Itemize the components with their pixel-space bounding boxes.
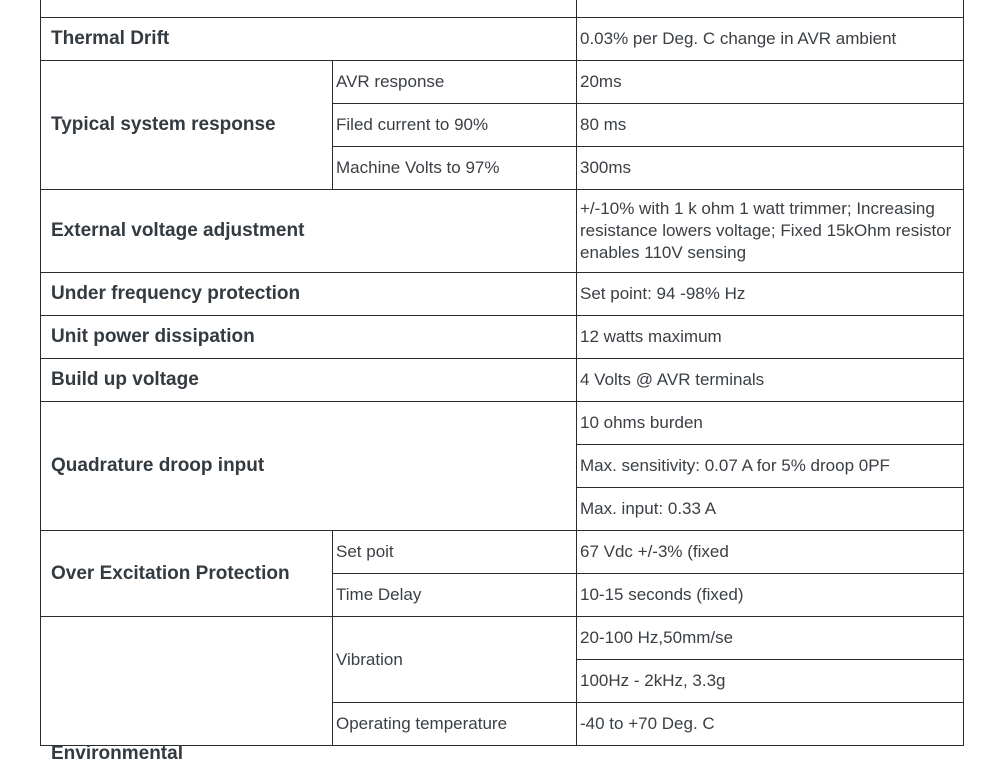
power-dissipation-label: Unit power dissipation (41, 316, 577, 359)
operating-temperature-value: -40 to +70 Deg. C (577, 703, 964, 746)
table-row-environmental (41, 617, 964, 660)
environmental-label-cell (41, 617, 333, 764)
table-row (41, 0, 964, 18)
system-response-sub: Machine Volts to 97% (333, 147, 577, 190)
table-row-build-up (41, 359, 964, 402)
table-row-external-voltage (41, 190, 964, 273)
operating-temperature-label: Operating temperature (333, 703, 577, 746)
system-response-value: 300ms (577, 147, 964, 190)
table-row-thermal-drift (41, 18, 964, 61)
over-excitation-sub: Set poit (333, 531, 577, 574)
vibration-value: 20-100 Hz,50mm/se (577, 617, 964, 660)
system-response-value: 80 ms (577, 104, 964, 147)
over-excitation-label: Over Excitation Protection (41, 531, 333, 617)
quadrature-label: Quadrature droop input (41, 402, 577, 531)
environmental-label: Environmental (51, 743, 183, 764)
vibration-label: Vibration (333, 617, 577, 703)
over-excitation-value: 67 Vdc +/-3% (fixed (577, 531, 964, 574)
external-voltage-label: External voltage adjustment (41, 190, 577, 273)
under-frequency-label: Under frequency protection (41, 273, 577, 316)
build-up-label: Build up voltage (41, 359, 577, 402)
build-up-value: 4 Volts @ AVR terminals (577, 359, 964, 402)
over-excitation-sub: Time Delay (333, 574, 577, 617)
table-row-under-frequency (41, 273, 964, 316)
quadrature-value: Max. sensitivity: 0.07 A for 5% droop 0PF (577, 445, 964, 488)
over-excitation-value: 10-15 seconds (fixed) (577, 574, 964, 617)
table-row-over-excitation (41, 531, 964, 574)
label-cell (41, 0, 577, 18)
vibration-value: 100Hz - 2kHz, 3.3g (577, 660, 964, 703)
external-voltage-value: +/-10% with 1 k ohm 1 watt trimmer; Increasing resistance lowers voltage; Fixed 15kOhm resistor enables 110V sensing (577, 190, 964, 273)
quadrature-value: 10 ohms burden (577, 402, 964, 445)
table-row-power-dissipation (41, 316, 964, 359)
thermal-drift-value: 0.03% per Deg. C change in AVR ambient (577, 18, 964, 61)
value-cell (577, 0, 964, 18)
power-dissipation-value: 12 watts maximum (577, 316, 964, 359)
system-response-value: 20ms (577, 61, 964, 104)
table-row-quadrature (41, 402, 964, 445)
thermal-drift-label: Thermal Drift (41, 18, 577, 61)
quadrature-value: Max. input: 0.33 A (577, 488, 964, 531)
under-frequency-value: Set point: 94 -98% Hz (577, 273, 964, 316)
system-response-sub: Filed current to 90% (333, 104, 577, 147)
system-response-sub: AVR response (333, 61, 577, 104)
system-response-label: Typical system response (41, 61, 333, 190)
specifications-table (40, 0, 964, 764)
table-row-system-response (41, 61, 964, 104)
